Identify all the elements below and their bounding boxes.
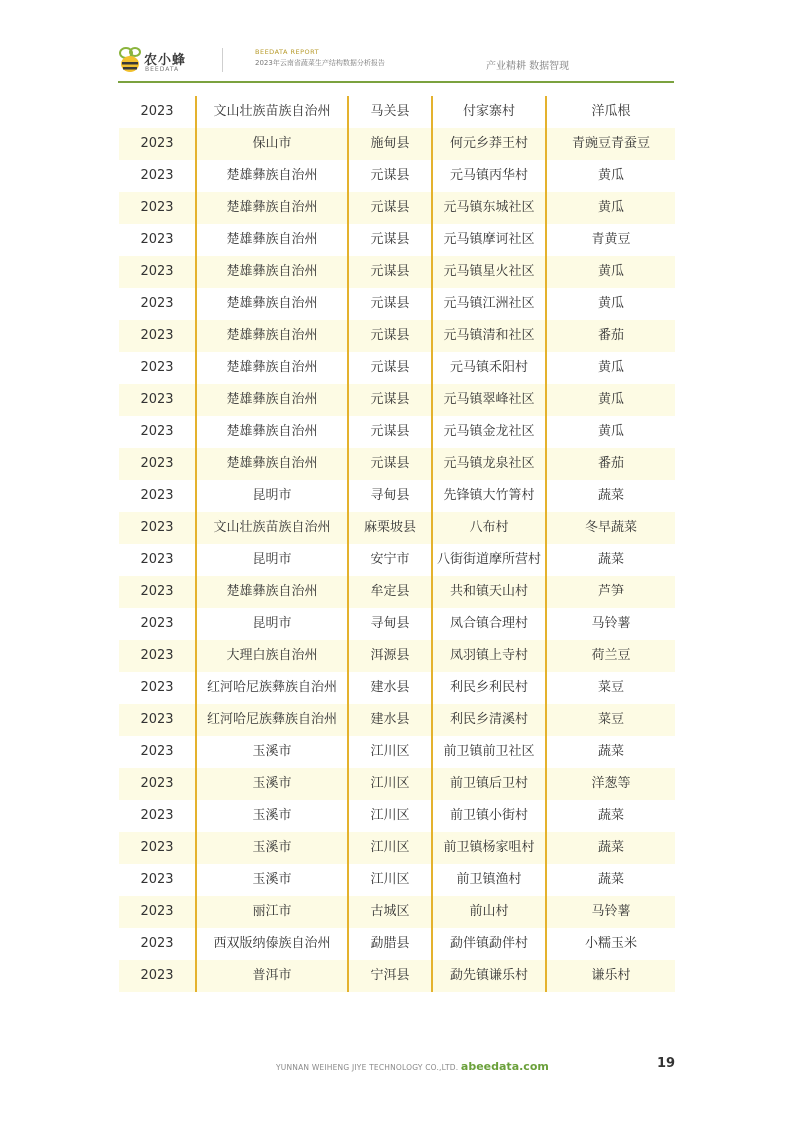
footer-url[interactable]: abeedata.com [460, 1060, 549, 1073]
cell-product: 黄瓜 [546, 256, 675, 288]
cell-prefecture: 玉溪市 [196, 768, 348, 800]
cell-county: 建水县 [348, 672, 432, 704]
header-rule [118, 81, 674, 83]
cell-county: 江川区 [348, 736, 432, 768]
table-row [119, 320, 675, 352]
table-row [119, 928, 675, 960]
cell-year: 2023 [119, 576, 196, 608]
page-header [118, 44, 674, 84]
table-row [119, 768, 675, 800]
cell-prefecture: 红河哈尼族彝族自治州 [196, 672, 348, 704]
cell-product: 芦笋 [546, 576, 675, 608]
vegetable-village-table [119, 96, 675, 992]
cell-village: 前山村 [432, 896, 546, 928]
table-row [119, 896, 675, 928]
cell-village: 凤合镇合理村 [432, 608, 546, 640]
cell-village: 凤羽镇上寺村 [432, 640, 546, 672]
cell-product: 蔬菜 [546, 800, 675, 832]
cell-prefecture: 楚雄彝族自治州 [196, 256, 348, 288]
cell-product: 菜豆 [546, 704, 675, 736]
cell-product: 菜豆 [546, 672, 675, 704]
cell-year: 2023 [140, 488, 174, 503]
cell-village: 元马镇翠峰社区 [432, 384, 546, 416]
cell-village: 元马镇东城社区 [432, 192, 546, 224]
cell-prefecture: 文山壮族苗族自治州 [196, 96, 348, 128]
cell-prefecture: 西双版纳傣族自治州 [196, 928, 348, 960]
cell-county: 元谋县 [348, 416, 432, 448]
cell-year: 2023 [140, 296, 174, 311]
cell-year: 2023 [119, 256, 196, 288]
cell-county: 古城区 [348, 896, 432, 928]
cell-prefecture: 玉溪市 [196, 800, 348, 832]
cell-product: 黄瓜 [546, 416, 675, 448]
cell-product: 洋瓜根 [546, 96, 675, 128]
cell-county: 江川区 [348, 832, 432, 864]
cell-year: 2023 [119, 320, 196, 352]
cell-prefecture: 楚雄彝族自治州 [196, 288, 348, 320]
table-row [119, 576, 675, 608]
cell-year: 2023 [140, 680, 174, 695]
table-row [119, 480, 675, 512]
cell-prefecture: 楚雄彝族自治州 [196, 576, 348, 608]
cell-year: 2023 [140, 168, 174, 183]
cell-product: 黄瓜 [546, 352, 675, 384]
cell-village: 八街街道摩所营村 [432, 544, 546, 576]
cell-village: 付家寨村 [432, 96, 546, 128]
table-row [119, 640, 675, 672]
cell-product: 青豌豆青蚕豆 [546, 128, 675, 160]
cell-county: 元谋县 [348, 288, 432, 320]
cell-product: 蔬菜 [546, 832, 675, 864]
cell-prefecture: 楚雄彝族自治州 [196, 320, 348, 352]
report-title-en: BEEDATA REPORT [255, 48, 320, 56]
table-row [119, 448, 675, 480]
cell-year: 2023 [119, 128, 196, 160]
cell-year: 2023 [140, 104, 174, 119]
cell-product: 黄瓜 [546, 192, 675, 224]
cell-village: 利民乡利民村 [432, 672, 546, 704]
table-row [119, 608, 675, 640]
cell-county: 元谋县 [348, 224, 432, 256]
cell-year: 2023 [140, 232, 174, 247]
footer-company: YUNNAN WEIHENG JIYE TECHNOLOGY CO.,LTD. [276, 1063, 459, 1072]
cell-prefecture: 昆明市 [196, 608, 348, 640]
cell-village: 元马镇金龙社区 [432, 416, 546, 448]
bee-logo-icon [118, 46, 144, 76]
cell-product: 蔬菜 [546, 480, 675, 512]
cell-year: 2023 [119, 896, 196, 928]
cell-county: 麻栗坡县 [348, 512, 432, 544]
cell-year: 2023 [140, 744, 174, 759]
table-row [119, 192, 675, 224]
cell-year: 2023 [119, 768, 196, 800]
cell-product: 番茄 [546, 448, 675, 480]
cell-product: 番茄 [546, 320, 675, 352]
cell-county: 江川区 [348, 864, 432, 896]
cell-product: 黄瓜 [546, 384, 675, 416]
cell-product: 冬早蔬菜 [546, 512, 675, 544]
table-row [119, 160, 675, 192]
cell-prefecture: 大理白族自治州 [196, 640, 348, 672]
table-row [119, 128, 675, 160]
cell-village: 勐先镇谦乐村 [432, 960, 546, 992]
cell-county: 元谋县 [348, 384, 432, 416]
cell-village: 前卫镇后卫村 [432, 768, 546, 800]
cell-village: 共和镇天山村 [432, 576, 546, 608]
table-row [119, 800, 675, 832]
table-row [119, 736, 675, 768]
cell-year: 2023 [140, 872, 174, 887]
table-row [119, 96, 675, 128]
cell-prefecture: 楚雄彝族自治州 [196, 416, 348, 448]
cell-year: 2023 [140, 616, 174, 631]
cell-prefecture: 保山市 [196, 128, 348, 160]
table-body [119, 96, 675, 992]
cell-county: 元谋县 [348, 160, 432, 192]
brand-logo [118, 46, 208, 78]
cell-product: 蔬菜 [546, 736, 675, 768]
cell-prefecture: 楚雄彝族自治州 [196, 224, 348, 256]
cell-county: 元谋县 [348, 448, 432, 480]
cell-product: 蔬菜 [546, 544, 675, 576]
cell-year: 2023 [119, 192, 196, 224]
cell-prefecture: 玉溪市 [196, 864, 348, 896]
cell-prefecture: 楚雄彝族自治州 [196, 384, 348, 416]
cell-prefecture: 普洱市 [196, 960, 348, 992]
cell-year: 2023 [119, 960, 196, 992]
cell-village: 元马镇江洲社区 [432, 288, 546, 320]
cell-county: 牟定县 [348, 576, 432, 608]
cell-village: 前卫镇渔村 [432, 864, 546, 896]
cell-product: 荷兰豆 [546, 640, 675, 672]
cell-village: 前卫镇前卫社区 [432, 736, 546, 768]
cell-county: 元谋县 [348, 320, 432, 352]
cell-county: 寻甸县 [348, 480, 432, 512]
cell-product: 小糯玉米 [546, 928, 675, 960]
cell-county: 宁洱县 [348, 960, 432, 992]
table-row [119, 384, 675, 416]
cell-village: 勐伴镇勐伴村 [432, 928, 546, 960]
cell-prefecture: 楚雄彝族自治州 [196, 160, 348, 192]
cell-prefecture: 楚雄彝族自治州 [196, 448, 348, 480]
cell-year: 2023 [119, 384, 196, 416]
cell-county: 马关县 [348, 96, 432, 128]
cell-year: 2023 [140, 424, 174, 439]
cell-prefecture: 玉溪市 [196, 832, 348, 864]
cell-product: 谦乐村 [546, 960, 675, 992]
cell-county: 元谋县 [348, 192, 432, 224]
cell-county: 江川区 [348, 800, 432, 832]
cell-year: 2023 [140, 808, 174, 823]
cell-year: 2023 [140, 936, 174, 951]
cell-product: 洋葱等 [546, 768, 675, 800]
cell-village: 何元乡莽王村 [432, 128, 546, 160]
cell-prefecture: 楚雄彝族自治州 [196, 352, 348, 384]
table-row [119, 864, 675, 896]
cell-county: 元谋县 [348, 256, 432, 288]
page-number: 19 [657, 1056, 676, 1071]
cell-village: 利民乡清溪村 [432, 704, 546, 736]
cell-village: 元马镇摩诃社区 [432, 224, 546, 256]
cell-village: 八布村 [432, 512, 546, 544]
cell-prefecture: 红河哈尼族彝族自治州 [196, 704, 348, 736]
report-title-cn: 2023年云南省蔬菜生产结构数据分析报告 [255, 59, 385, 67]
cell-village: 前卫镇杨家咀村 [432, 832, 546, 864]
table-row [119, 512, 675, 544]
table-row [119, 352, 675, 384]
cell-product: 青黄豆 [546, 224, 675, 256]
table-row [119, 288, 675, 320]
cell-county: 元谋县 [348, 352, 432, 384]
cell-year: 2023 [140, 552, 174, 567]
table-row [119, 704, 675, 736]
cell-county: 施甸县 [348, 128, 432, 160]
cell-village: 元马镇丙华村 [432, 160, 546, 192]
cell-year: 2023 [119, 640, 196, 672]
table-row [119, 416, 675, 448]
cell-year: 2023 [119, 832, 196, 864]
cell-prefecture: 玉溪市 [196, 736, 348, 768]
logo-chinese-name: 农小蜂 [144, 53, 187, 68]
cell-county: 江川区 [348, 768, 432, 800]
cell-village: 前卫镇小街村 [432, 800, 546, 832]
table-row [119, 960, 675, 992]
cell-county: 洱源县 [348, 640, 432, 672]
cell-product: 黄瓜 [546, 288, 675, 320]
cell-village: 元马镇龙泉社区 [432, 448, 546, 480]
header-divider [222, 48, 223, 72]
cell-year: 2023 [119, 512, 196, 544]
table-row [119, 672, 675, 704]
cell-county: 建水县 [348, 704, 432, 736]
table-row [119, 224, 675, 256]
cell-product: 马铃薯 [546, 608, 675, 640]
cell-county: 寻甸县 [348, 608, 432, 640]
cell-prefecture: 楚雄彝族自治州 [196, 192, 348, 224]
table-row [119, 256, 675, 288]
cell-village: 元马镇清和社区 [432, 320, 546, 352]
cell-year: 2023 [119, 704, 196, 736]
cell-product: 蔬菜 [546, 864, 675, 896]
cell-product: 马铃薯 [546, 896, 675, 928]
page-footer [276, 1060, 549, 1073]
cell-year: 2023 [140, 360, 174, 375]
header-slogan: 产业精耕 数据智现 [486, 61, 570, 72]
cell-village: 元马镇星火社区 [432, 256, 546, 288]
table-row [119, 832, 675, 864]
cell-village: 元马镇禾阳村 [432, 352, 546, 384]
logo-english-name: BEEDATA [145, 66, 180, 73]
cell-prefecture: 昆明市 [196, 544, 348, 576]
cell-prefecture: 文山壮族苗族自治州 [196, 512, 348, 544]
cell-product: 黄瓜 [546, 160, 675, 192]
cell-county: 勐腊县 [348, 928, 432, 960]
cell-prefecture: 丽江市 [196, 896, 348, 928]
cell-county: 安宁市 [348, 544, 432, 576]
table-row [119, 544, 675, 576]
cell-year: 2023 [119, 448, 196, 480]
cell-prefecture: 昆明市 [196, 480, 348, 512]
cell-village: 先锋镇大竹箐村 [432, 480, 546, 512]
